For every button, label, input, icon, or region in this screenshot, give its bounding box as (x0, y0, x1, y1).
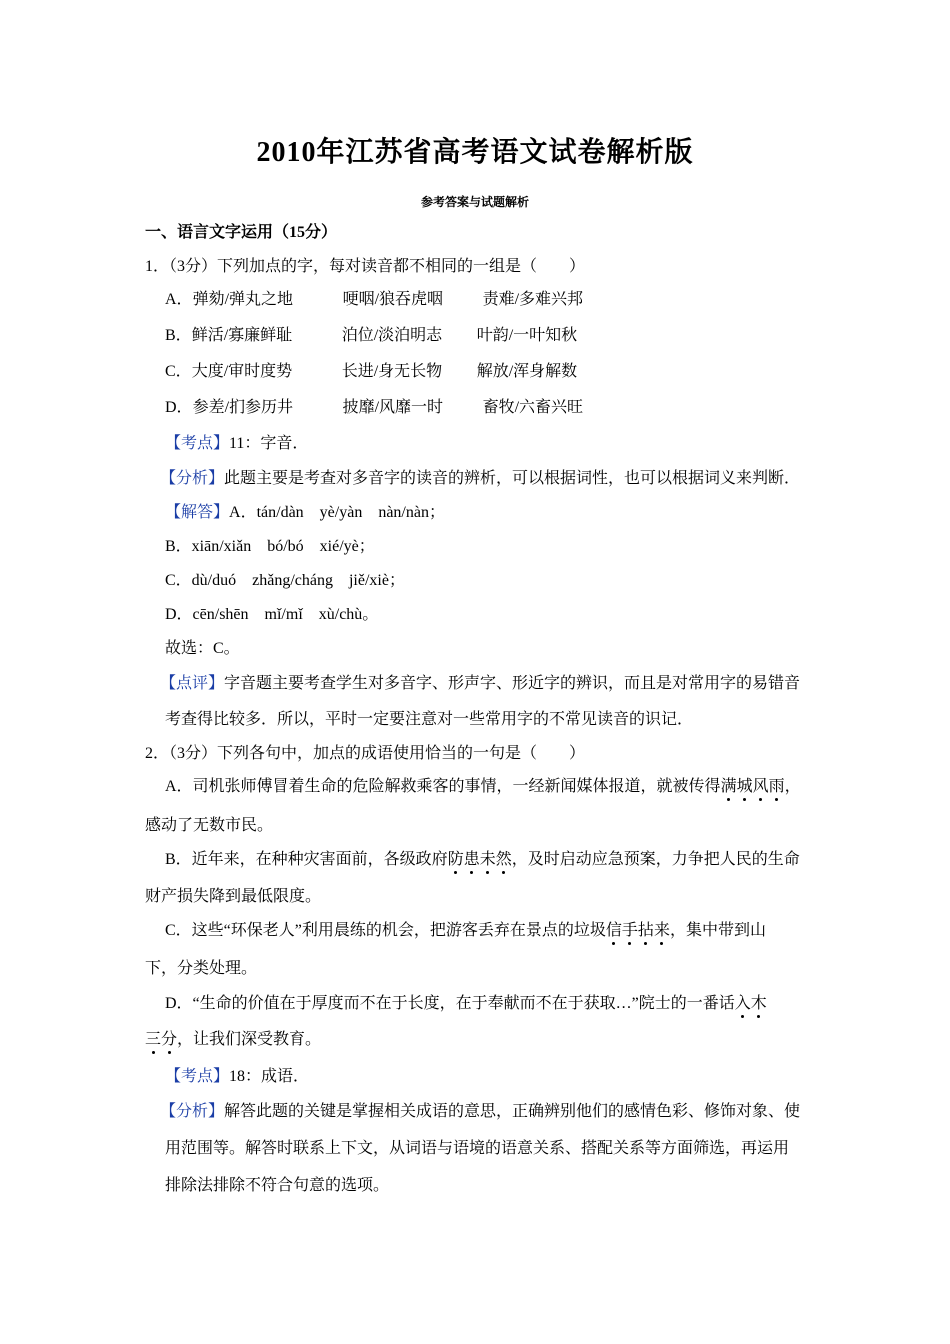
q1-answer: 故选：C。 (165, 640, 240, 657)
option-item: 参差/扪参历井 (192, 399, 294, 416)
option-item: 长进/身无长物 (341, 363, 443, 380)
option-item: 责难/多难兴邦 (482, 291, 584, 308)
option-item: 鲜活/寡廉鲜耻 (191, 327, 293, 344)
q1-dianping-cont: 考查得比较多．所以，平时一定要注意对一些常用字的不常见读音的识记． (165, 711, 694, 728)
fenxi-tag: 【分析】 (160, 1103, 225, 1120)
q1-option-a (165, 289, 583, 311)
dianping-text: 字音题主要考查学生对多音字、形声字、形近字的辨识，而且是对常用字的易错音 (224, 675, 801, 692)
emphasis-char: 雨 (768, 778, 785, 795)
q1-kaodian (165, 433, 308, 455)
option-text: A．司机张师傅冒着生命的危险解救乘客的事情，一经新闻媒体报道，就被传得 (165, 778, 721, 795)
emphasis-char: 防 (447, 851, 464, 868)
dotted-idiom (721, 778, 785, 795)
kaodian-tag: 【考点】 (165, 1068, 230, 1085)
fenxi-text: 此题主要是考查对多音字的读音的辨析，可以根据词性，也可以根据词义来判断． (224, 470, 801, 487)
option-label: C． (165, 363, 192, 380)
option-text: C．这些“环保老人”利用晨练的机会，把游客丢弃在景点的垃圾 (165, 922, 606, 939)
option-text: ，集中带到山 (669, 922, 766, 939)
option-text: B．近年来，在种种灾害面前，各级政府 (165, 851, 448, 868)
q1-jieda (165, 502, 445, 524)
emphasis-char: 手 (621, 922, 638, 939)
option-text: ，让我们深受教育。 (177, 1031, 322, 1048)
option-label: B． (165, 327, 192, 344)
option-item: 畜牧/六畜兴旺 (482, 399, 584, 416)
q2-stem: 2．（3分）下列各句中，加点的成语使用恰当的一句是（ ） (145, 745, 586, 762)
q1-jieda-c: C．dù/duó zhǎng/cháng jiě/xiè； (165, 572, 405, 589)
dotted-idiom (735, 995, 767, 1012)
q1-dianping (160, 673, 800, 695)
option-label: A． (165, 291, 193, 308)
emphasis-char: 满 (720, 778, 737, 795)
dotted-idiom (606, 922, 670, 939)
kaodian-text: 11：字音． (229, 435, 309, 452)
fenxi-tag: 【分析】 (160, 470, 225, 487)
q1-jieda-b: B．xiān/xiǎn bó/bó xié/yè； (165, 538, 375, 555)
fenxi-text: 解答此题的关键是掌握相关成语的意思，正确辨别他们的感情色彩、修饰对象、使 (224, 1103, 801, 1120)
q1-jieda-d: D．cēn/shēn mǐ/mǐ xù/chù。 (165, 606, 379, 623)
emphasis-char: 三 (145, 1031, 162, 1048)
emphasis-char: 来 (653, 922, 670, 939)
emphasis-char: 入 (734, 995, 751, 1012)
option-item: 弹劾/弹丸之地 (192, 291, 294, 308)
q1-fenxi (160, 468, 800, 490)
dotted-idiom (448, 851, 512, 868)
page-title: 2010年江苏省高考语文试卷解析版 (256, 137, 694, 168)
option-item: 哽咽/狼吞虎咽 (342, 291, 444, 308)
emphasis-char: 城 (736, 778, 753, 795)
q2-fenxi (160, 1101, 800, 1123)
option-item: 披靡/风靡一时 (342, 399, 444, 416)
jieda-line: A．tán/dàn yè/yàn nàn/nàn； (229, 504, 445, 521)
section-heading: 一、语言文字运用（15分） (145, 224, 338, 241)
option-item: 叶韵/一叶知秋 (476, 327, 578, 344)
q2-option-a (165, 776, 801, 798)
dotted-idiom (145, 1031, 177, 1048)
emphasis-char: 然 (495, 851, 512, 868)
dianping-tag: 【点评】 (160, 675, 225, 692)
q1-option-d (165, 397, 583, 419)
option-text: D．“生命的价值在于厚度而不在于长度，在于奉献而不在于获取…”院士的一番话 (165, 995, 735, 1012)
q2-option-d (165, 993, 767, 1015)
option-item: 大度/审时度势 (191, 363, 293, 380)
emphasis-char: 木 (750, 995, 767, 1012)
q2-option-b (165, 849, 800, 871)
jieda-tag: 【解答】 (165, 504, 230, 521)
q2-fenxi-cont2: 排除法排除不符合句意的选项。 (165, 1177, 390, 1194)
q2-option-c-cont: 下，分类处理。 (145, 960, 258, 977)
option-item: 解放/浑身解数 (476, 363, 578, 380)
option-text: ，及时启动应急预案，力争把人民的生命 (511, 851, 800, 868)
q2-option-d-cont (145, 1029, 321, 1051)
q2-option-a-cont: 感动了无数市民。 (145, 817, 274, 834)
kaodian-tag: 【考点】 (165, 435, 230, 452)
q1-stem: 1．（3分）下列加点的字，每对读音都不相同的一组是（ ） (145, 258, 586, 275)
emphasis-char: 风 (752, 778, 769, 795)
page-subtitle: 参考答案与试题解析 (420, 195, 529, 209)
option-item: 泊位/淡泊明志 (341, 327, 443, 344)
option-text: ， (784, 778, 801, 795)
q1-option-b (165, 325, 577, 347)
emphasis-char: 分 (161, 1031, 178, 1048)
option-label: D． (165, 399, 193, 416)
kaodian-text: 18：成语． (229, 1068, 310, 1085)
q2-kaodian (165, 1066, 309, 1088)
emphasis-char: 信 (605, 922, 622, 939)
q2-fenxi-cont: 用范围等。解答时联系上下文，从词语与语境的语意关系、搭配关系等方面筛选，再运用 (165, 1140, 790, 1157)
q2-option-c (165, 920, 766, 942)
q1-option-c (165, 361, 577, 383)
q2-option-b-cont: 财产损失降到最低限度。 (145, 888, 322, 905)
emphasis-char: 未 (479, 851, 496, 868)
emphasis-char: 患 (463, 851, 480, 868)
emphasis-char: 拈 (637, 922, 654, 939)
